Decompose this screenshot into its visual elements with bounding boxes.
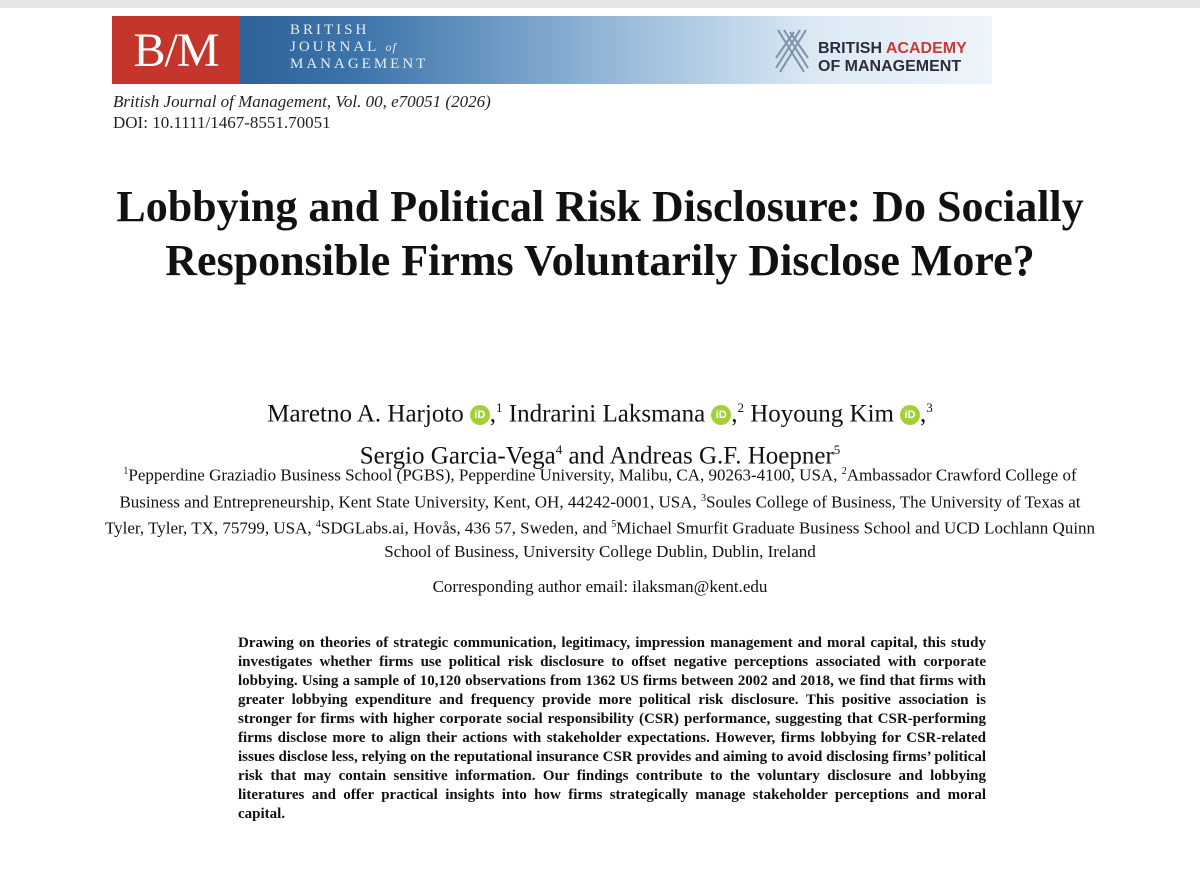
journal-citation: British Journal of Management, Vol. 00, e70051 (2026) bbox=[113, 92, 491, 111]
bjm-logo: B/M bbox=[112, 16, 240, 84]
abstract: Drawing on theories of strategic communication, legitimacy, impression management and moral capital, this study investigates whether firms use political risk disclosure to offset negative perceptions associated with corporate lobbying. Using a sample of 10,120 observations from 1362 US firms between 2002 and 2018, we find that firms with greater lobbying expenditure and frequency provide more political risk disclosure. This positive association is stronger for firms with higher corporate social responsibility (CSR) performance, suggesting that CSR-performing firms disclose more to align their actions with stakeholder expectations. However, firms lobbying for CSR-related issues disclose less, relying on the reputational insurance CSR provides and aiming to avoid disclosing firms’ political risk that may contain sensitive information. Our findings contribute to the voluntary disclosure and lobbying literatures and offer practical insights into how firms strategically manage stakeholder perceptions and moral capital. bbox=[238, 635, 986, 822]
author-name: Maretno A. Harjoto bbox=[267, 400, 464, 428]
journal-name-line1: BRITISH bbox=[290, 22, 370, 38]
author-name: Andreas G.F. Hoepner bbox=[609, 442, 834, 470]
top-strip bbox=[0, 0, 1200, 8]
academy-name: BRITISH ACADEMY OF MANAGEMENT bbox=[818, 40, 967, 75]
orcid-icon[interactable]: iD bbox=[900, 405, 920, 425]
journal-name-line2: JOURNAL of bbox=[290, 39, 397, 55]
orcid-icon[interactable]: iD bbox=[711, 405, 731, 425]
doi-line: DOI: 10.1111/1467-8551.70051 bbox=[113, 113, 331, 132]
author-line-2: Sergio Garcia-Vega$^4$ and Andreas G.F. Hoepner$^5$ bbox=[359, 442, 841, 470]
paper-title: Lobbying and Political Risk Disclosure: Do Socially Responsible Firms Voluntarily Disclose More? bbox=[116, 182, 1084, 285]
journal-banner bbox=[112, 16, 992, 84]
journal-name-line3: MANAGEMENT bbox=[290, 56, 429, 72]
author-name: Sergio Garcia-Vega bbox=[359, 442, 556, 470]
orcid-icon[interactable]: iD bbox=[470, 405, 490, 425]
corresponding-author: Corresponding author email: ilaksman@kent.edu bbox=[432, 577, 768, 596]
author-line-1: Maretno A. Harjoto iD ,$^1$ Indrarini Laksmana iD ,$^2$ Hoyoung Kim iD ,$^3$ bbox=[267, 400, 933, 428]
author-name: Hoyoung Kim bbox=[750, 400, 894, 428]
academy-logo-icon bbox=[774, 28, 810, 74]
journal-name bbox=[290, 22, 428, 73]
author-name: Indrarini Laksmana bbox=[508, 400, 706, 428]
affiliations: $^1$Pepperdine Graziadio Business School (PGBS), Pepperdine University, Malibu, CA, 90263-4100, USA, $^2$Ambassador Crawford College of Business and Entrepreneurship, Kent State University, Kent, OH, 44242-0001, USA, $^3$Soules College of Business, The University of Texas at Tyler, Tyler, TX, 75799, USA, $^4$SDGLabs.ai, Hovås, 436 57, Sweden, and $^5$Michael Smurfit Graduate Business School and UCD Lochlann Quinn School of Business, University College Dublin, Dublin, Ireland bbox=[104, 465, 1096, 561]
